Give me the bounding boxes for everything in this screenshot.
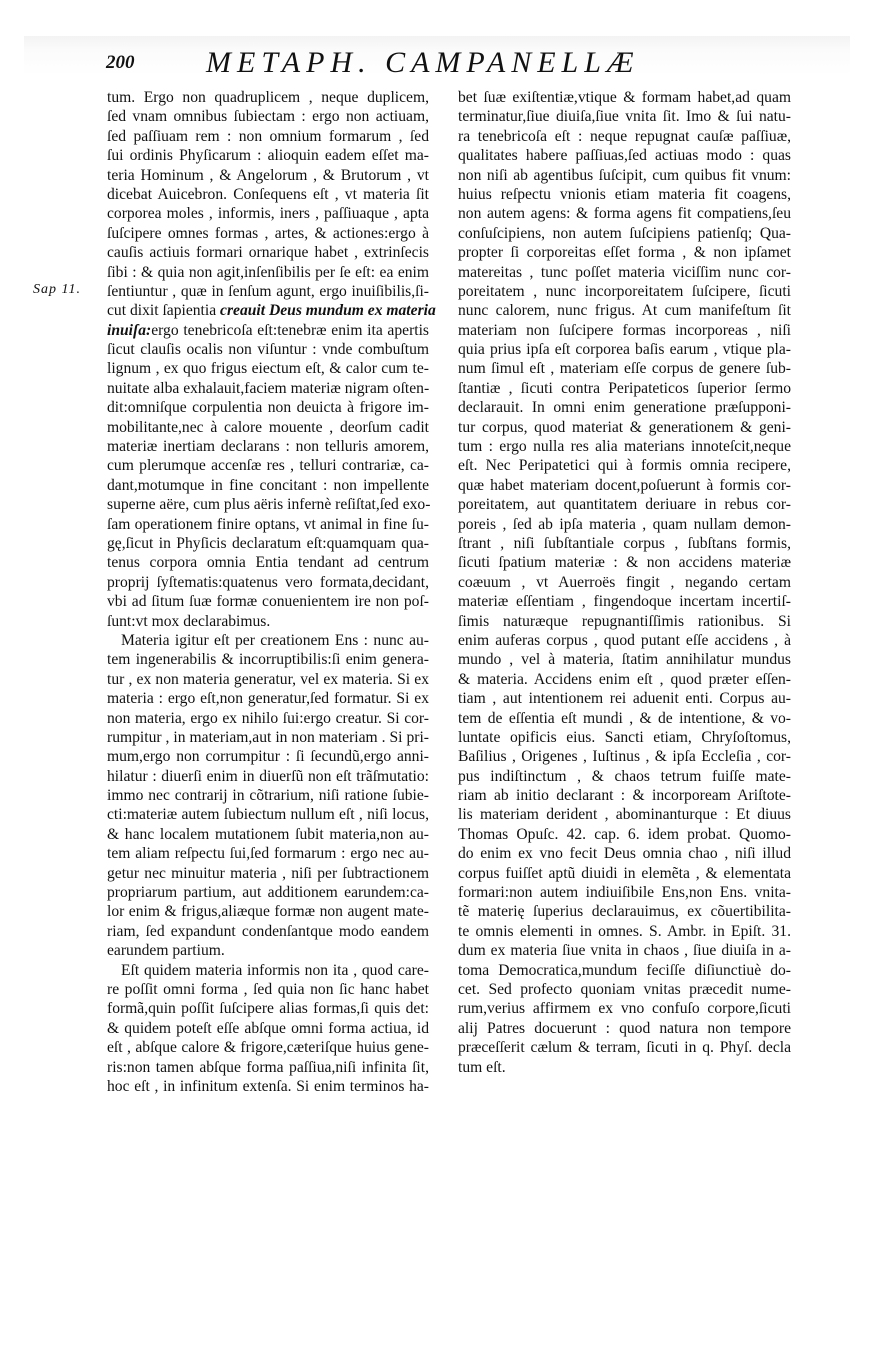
line-text: ſtrant , niſi ſubſtantiale corpus , ſubſtans formis, bbox=[458, 534, 791, 552]
text-line bbox=[107, 553, 429, 572]
line-text: mobilitante,nec à calore mouente , deorſum cadit bbox=[107, 418, 429, 436]
italic-quote: creauit Deus mundum ex materia bbox=[220, 302, 436, 320]
line-text: dum ex materia ſiue vnita in chaos , ſiue diuiſa in a- bbox=[458, 942, 791, 960]
line-text: formari:non autem indiuiſibile Ens,non Ens. vnita- bbox=[458, 884, 791, 902]
line-text: luntate opificis eius. Sancti etiam, Chryſoſtomus, bbox=[458, 728, 791, 746]
running-title: METAPH. CAMPANELLÆ bbox=[206, 46, 640, 79]
line-text: ſui ordinis Phyſicarum : alioquin eadem eſſet ma- bbox=[107, 147, 429, 165]
line-text: conſuſcipiens, non autem ſuſcipiens patienſq; Qua- bbox=[458, 224, 791, 242]
text-line bbox=[107, 88, 429, 107]
line-text: re poſſit omni forma , ſed quia non ſic hanc habet bbox=[107, 980, 429, 998]
line-text: gę,ſicut in Phyſicis declaratum eſt:quamquam qua- bbox=[107, 534, 429, 552]
text-line bbox=[107, 747, 429, 766]
text-line bbox=[458, 476, 791, 495]
text-line bbox=[107, 864, 429, 883]
line-text: ris:non tamen abſque forma paſſiua,niſi infinita ſit, bbox=[107, 1058, 429, 1076]
text-line bbox=[458, 166, 791, 185]
text-line bbox=[107, 999, 429, 1018]
text-line bbox=[458, 340, 791, 359]
text-line bbox=[107, 1019, 429, 1038]
line-text: materiæ eſſentiam , fingendoque incertam incertiſ- bbox=[458, 593, 791, 611]
line-text: propter ſi corporeitas eſſet forma , & non ipſamet bbox=[458, 244, 791, 262]
text-line bbox=[458, 534, 791, 553]
text-line bbox=[107, 961, 429, 980]
line-text: & materia. Accidens enim eſt , quod præter eſſen- bbox=[458, 670, 791, 688]
line-text: riam, ſed expandunt condenſantque modo eandem bbox=[107, 922, 429, 940]
right-column bbox=[458, 88, 791, 1077]
line-text: corporea moles , informis, iners , paſſiuaque , apta bbox=[107, 205, 429, 223]
text-line bbox=[458, 805, 791, 824]
line-text: Materia igitur eſt per creationem Ens : nunc au- bbox=[121, 631, 429, 649]
text-line bbox=[458, 379, 791, 398]
line-text: coæuum , vt Auerroës fingit , negando certam bbox=[458, 573, 791, 591]
text-line bbox=[107, 941, 429, 960]
text-line bbox=[458, 980, 791, 999]
text-line bbox=[107, 379, 429, 398]
line-text: ergo tenebricoſa eſt:tenebræ enim ita apertis bbox=[151, 321, 429, 339]
italic-quote: inuiſa: bbox=[107, 321, 152, 339]
line-text: toma Democratica,mundum feciſſe diſiunctiuè do- bbox=[458, 961, 791, 979]
line-text: vbi ad ſitum ſuæ formæ conuenientem ire non poſ- bbox=[107, 593, 429, 611]
text-line bbox=[458, 844, 791, 863]
text-line bbox=[458, 456, 791, 475]
text-line bbox=[458, 786, 791, 805]
line-text: ra tenebricoſa eſt : neque repugnat cauſæ paſſiuæ, bbox=[458, 127, 791, 145]
text-line bbox=[107, 612, 429, 631]
text-line bbox=[458, 515, 791, 534]
text-line bbox=[458, 553, 791, 572]
text-line bbox=[458, 437, 791, 456]
line-text: tem de eſſentia eſt mundi , & de intentione, & vo- bbox=[458, 709, 791, 727]
line-text: tem aliam reſpectu ſui,ſed formarum : ergo nec au- bbox=[107, 845, 429, 863]
line-text: poreitatem , nunc incorporeitatem ſuſcipere, ſicuti bbox=[458, 282, 791, 300]
text-line bbox=[107, 786, 429, 805]
text-line bbox=[458, 88, 791, 107]
text-line bbox=[107, 340, 429, 359]
line-text: tiam , aut intentionem rei aduenit enti. Corpus au- bbox=[458, 690, 791, 708]
text-line bbox=[458, 747, 791, 766]
line-text: lis materiam derident , abominanturque : Et diuus bbox=[458, 806, 791, 824]
text-line bbox=[107, 728, 429, 747]
line-text: tum. Ergo non quadruplicem , neque duplicem, bbox=[107, 89, 429, 106]
line-text: bet ſuæ exiſtentiæ,vtique & formam habet,ad quam bbox=[458, 89, 791, 106]
line-text: propriarum partium, aut additionem earundem:ca- bbox=[107, 884, 429, 902]
line-text: formã,quin poſſit ſuſcipere alias formas,ſi quis det: bbox=[107, 1000, 429, 1018]
text-line bbox=[458, 689, 791, 708]
text-line bbox=[107, 631, 429, 650]
text-line bbox=[458, 728, 791, 747]
line-text: mum,ergo non corrumpitur : ſi ſecundũ,ergo anni- bbox=[107, 748, 429, 766]
line-text: tenus corpora omnia Entia tendant ad centrum bbox=[107, 554, 429, 572]
line-text: lor enim & frigus,aliæque formæ non augent mate- bbox=[107, 903, 429, 921]
line-text: ſicuti ſpatium materiæ : & non accidens materiæ bbox=[458, 554, 791, 572]
line-text: hoc eſt , in infinitum extenſa. Si enim terminos ha- bbox=[107, 1077, 429, 1095]
line-text: huius reſpectu vnionis etiam materia fit coagens, bbox=[458, 185, 791, 203]
text-line bbox=[107, 456, 429, 475]
line-text: hilatur : diuerſi enim in diuerſũ non eſt trãſmutatio: bbox=[107, 767, 429, 785]
line-text: materiæ inertiam declarans : non telluris amorem, bbox=[107, 438, 429, 456]
text-line bbox=[107, 437, 429, 456]
line-text: lignum , ex quo frigus eiectum eſt, & calor cum te- bbox=[107, 360, 429, 378]
line-text: qualitates habere paſſiuas,ſed actiuas modo : quas bbox=[458, 147, 791, 165]
text-line bbox=[458, 864, 791, 883]
text-line bbox=[107, 166, 429, 185]
line-text: nuitate alba exhalauit,faciem materiæ nigram oſten- bbox=[107, 379, 430, 397]
line-text: cet. Sed profecto quoniam vnitas præcedit nume- bbox=[458, 980, 791, 998]
line-text: dit:omniſque corpulentia non deuicta à frigore im- bbox=[107, 399, 429, 417]
text-line bbox=[458, 612, 791, 631]
line-text: riam ab initio declarant : & incorpoream Ariſtote- bbox=[458, 787, 791, 805]
line-text: tum eſt. bbox=[458, 1058, 506, 1076]
line-text: tem ingenerabilis & incorruptibilis:ſi enim genera- bbox=[107, 651, 429, 669]
text-line bbox=[458, 883, 791, 902]
text-line bbox=[458, 243, 791, 262]
text-line bbox=[107, 1038, 429, 1057]
text-line bbox=[458, 146, 791, 165]
line-text: immo nec contrarij in cõtrarium, niſi ratione ſubie- bbox=[107, 787, 429, 805]
text-line bbox=[458, 1058, 791, 1077]
text-line bbox=[107, 922, 429, 941]
text-line bbox=[107, 185, 429, 204]
text-line bbox=[458, 650, 791, 669]
left-column bbox=[107, 88, 436, 1096]
line-text: ſam operationem finire optans, vt animal in fine ſu- bbox=[107, 515, 429, 533]
line-text: ſimis naturæque repugnantiſſimis rationibus. Si bbox=[458, 612, 791, 630]
line-text: proprij ſyſtematis:quatenus vero formata,decidant, bbox=[107, 573, 429, 591]
text-line bbox=[107, 689, 429, 708]
line-text: materia : ergo eſt,non generatur,ſed formatur. Si ex bbox=[107, 690, 429, 708]
text-line bbox=[458, 767, 791, 786]
text-line bbox=[107, 398, 429, 417]
line-text: Baſilius , Origenes , Iuſtinus , & ipſa Eccleſia , cor- bbox=[458, 748, 791, 766]
line-text: quæ habet materiam docent,poſuerunt à formis cor- bbox=[458, 476, 791, 494]
text-line bbox=[458, 1019, 791, 1038]
text-line bbox=[458, 1038, 791, 1057]
line-text: præceſſerit cælum & terram, ſicuti in q. Phyſ. decla bbox=[458, 1039, 791, 1057]
line-text: ſed vnam omnibus ſubiectam : ergo non actiuam, bbox=[107, 108, 429, 126]
text-line bbox=[107, 805, 429, 824]
line-text: tum : ergo nulla res alia materians innoteſcit,neque bbox=[458, 438, 791, 456]
line-text: ſed paſſiuam rem : non omnium formarum , ſed bbox=[107, 127, 429, 145]
line-text: poreis , ſed ab ipſa materia , quam nullam demon- bbox=[458, 515, 791, 533]
line-text: poreitatem, aut quantitatem deriuare in rebus cor- bbox=[458, 496, 791, 514]
text-line bbox=[458, 495, 791, 514]
line-text: ſentiuntur , quæ in ſenſum agunt, ergo inuiſibilis,ſi- bbox=[107, 282, 429, 300]
text-line bbox=[458, 573, 791, 592]
text-line bbox=[107, 321, 429, 340]
line-text: ſtantiæ , ſicuti contra Peripateticos ſuperior ſermo bbox=[458, 379, 791, 397]
line-text: Eſt quidem materia informis non ita , quod care- bbox=[121, 961, 429, 979]
text-line bbox=[458, 825, 791, 844]
line-text: nunc calorem, nunc frigus. At cum manifeſtum ſit bbox=[458, 302, 791, 320]
text-line bbox=[107, 418, 429, 437]
line-text: do enim ex vno fecit Deus omnia chao , niſi illud bbox=[458, 845, 791, 863]
line-text: & quidem poteſt eſſe abſque omni forma actiua, id bbox=[107, 1019, 429, 1037]
line-text: non niſi ab agentibus ſuſcipit, cum quibus fit vnum: bbox=[458, 166, 791, 184]
line-text: corpus fuiſſet aptũ diuidi in elemẽta , & elementata bbox=[458, 864, 791, 882]
line-text: cti:materiæ autem ſubiectum nullum eſt , niſi locus, bbox=[107, 806, 429, 824]
text-line bbox=[107, 495, 429, 514]
text-line bbox=[107, 883, 429, 902]
text-line bbox=[458, 631, 791, 650]
line-text: matereitas , tunc poſſet materia viciſſim nunc cor- bbox=[458, 263, 791, 281]
line-text: dicebat Auicebron. Conſequens eſt , vt materia ſit bbox=[107, 185, 429, 203]
line-text: getur nec minuitur materia , niſi per ſubtractionem bbox=[107, 864, 429, 882]
text-line bbox=[458, 922, 791, 941]
line-text: & hanc localem mutationem ſubit materia,non au- bbox=[107, 825, 429, 843]
text-line bbox=[458, 263, 791, 282]
line-text: ſuſcipere omnes formas , artes, & actiones:ergo à bbox=[107, 224, 429, 242]
line-text: tẽ materię ſuperius declarauimus, ex cõuertibilita- bbox=[458, 903, 791, 921]
text-line bbox=[458, 359, 791, 378]
line-text: cut dixit ſapientia bbox=[107, 302, 221, 320]
text-line bbox=[107, 650, 429, 669]
line-text: dant,motumque in fine concitant : non impellente bbox=[107, 476, 429, 494]
text-line bbox=[107, 243, 429, 262]
text-line bbox=[107, 592, 429, 611]
line-text: materiam non ſuſcipere formas incorporeas , niſi bbox=[458, 321, 791, 339]
line-text: terminatur,ſiue diuiſa,ſiue vnita ſit. Imo & ſui natu- bbox=[458, 108, 791, 126]
text-line bbox=[458, 127, 791, 146]
text-line bbox=[107, 515, 429, 534]
line-text: pus indiſtinctum , & chaos tetrum fuiſſe mate- bbox=[458, 767, 791, 785]
line-text: mundo , vel à materia, ſtatim annihilatur mundus bbox=[458, 651, 791, 669]
line-text: rumpitur , in materiam,aut in non materiam . Si pri- bbox=[107, 728, 429, 746]
text-line bbox=[458, 999, 791, 1018]
text-line bbox=[107, 301, 436, 320]
line-text: tur , ex non materia generatur, vel ex materia. Si ex bbox=[107, 670, 429, 688]
text-line bbox=[458, 282, 791, 301]
text-line bbox=[107, 844, 429, 863]
text-line bbox=[107, 902, 429, 921]
line-text: cum plerumque accenſæ res , telluri contrariæ, ca- bbox=[107, 457, 429, 475]
text-line bbox=[107, 670, 429, 689]
text-line bbox=[107, 359, 429, 378]
text-line bbox=[107, 573, 429, 592]
line-text: non autem agens: & forma agens fit compatiens,ſeu bbox=[458, 205, 791, 223]
text-line bbox=[107, 146, 429, 165]
line-text: ſicut clauſis ocalis non viſuntur : vnde combuſtum bbox=[107, 341, 429, 359]
text-line bbox=[458, 941, 791, 960]
page-header bbox=[106, 46, 796, 82]
text-line bbox=[107, 767, 429, 786]
line-text: teria Hominum , & Angelorum , & Brutorum , vt bbox=[107, 166, 429, 184]
line-text: te omnis elementi in omnes. S. Ambr. in Epiſt. 31. bbox=[458, 922, 791, 940]
text-line bbox=[458, 902, 791, 921]
text-line bbox=[107, 1058, 429, 1077]
page-number: 200 bbox=[106, 52, 135, 73]
text-line bbox=[458, 961, 791, 980]
text-line bbox=[107, 204, 429, 223]
text-line bbox=[107, 476, 429, 495]
line-text: enim auferas corpus , quod putant eſſe accidens , à bbox=[458, 631, 791, 649]
text-line bbox=[458, 321, 791, 340]
text-line bbox=[458, 185, 791, 204]
line-text: ſunt:vt mox declarabimus. bbox=[107, 612, 271, 630]
text-line bbox=[107, 1077, 429, 1096]
text-line bbox=[107, 980, 429, 999]
line-text: quia prius ipſa eſt corporea baſis earum , vtique pla- bbox=[458, 341, 791, 359]
text-line bbox=[107, 534, 429, 553]
text-line bbox=[458, 592, 791, 611]
text-line bbox=[107, 709, 429, 728]
line-text: non materia, ergo ex nihilo ſui:ergo creatur. Si cor- bbox=[107, 709, 429, 727]
text-line bbox=[458, 418, 791, 437]
line-text: tur corpus, quod materiat & generationem & geni- bbox=[458, 418, 791, 436]
line-text: superne aëre, cum plus aëris infernè reſiſtat,ſed exo- bbox=[107, 496, 431, 514]
text-line bbox=[458, 224, 791, 243]
text-line bbox=[107, 825, 429, 844]
line-text: Thomas Opuſc. 42. cap. 6. idem probat. Quomo- bbox=[458, 825, 791, 843]
text-line bbox=[107, 263, 429, 282]
line-text: alij Patres docuerunt : quod natura non tempore bbox=[458, 1019, 791, 1037]
line-text: earundem partium. bbox=[107, 942, 225, 960]
text-line bbox=[107, 224, 429, 243]
text-line bbox=[107, 127, 429, 146]
line-text: cauſis actiuis formari ornarique habet , extrinſecis bbox=[107, 244, 429, 262]
margin-note: Sap 11. bbox=[33, 282, 81, 297]
text-line bbox=[458, 107, 791, 126]
line-text: num ſimul eſt , materiam eſſe corpus de genere ſub- bbox=[458, 360, 791, 378]
text-line bbox=[458, 398, 791, 417]
line-text: declarauit. In omni enim generatione præſupponi- bbox=[458, 399, 791, 417]
text-line bbox=[458, 670, 791, 689]
line-text: eſt. Nec Peripatetici qui à formis omnia recipere, bbox=[458, 457, 791, 475]
line-text: ſibi : & quia non agit,inſenſibilis per ſe eſt: ea enim bbox=[107, 263, 429, 281]
text-line bbox=[458, 301, 791, 320]
line-text: rum,verius affirmem ex vno confuſo corpore,ſicuti bbox=[458, 1000, 791, 1018]
text-line bbox=[107, 282, 429, 301]
line-text: eſt , abſque calore & frigore,cæteriſque huius gene- bbox=[107, 1039, 429, 1057]
text-line bbox=[107, 107, 429, 126]
text-line bbox=[458, 204, 791, 223]
text-line bbox=[458, 709, 791, 728]
